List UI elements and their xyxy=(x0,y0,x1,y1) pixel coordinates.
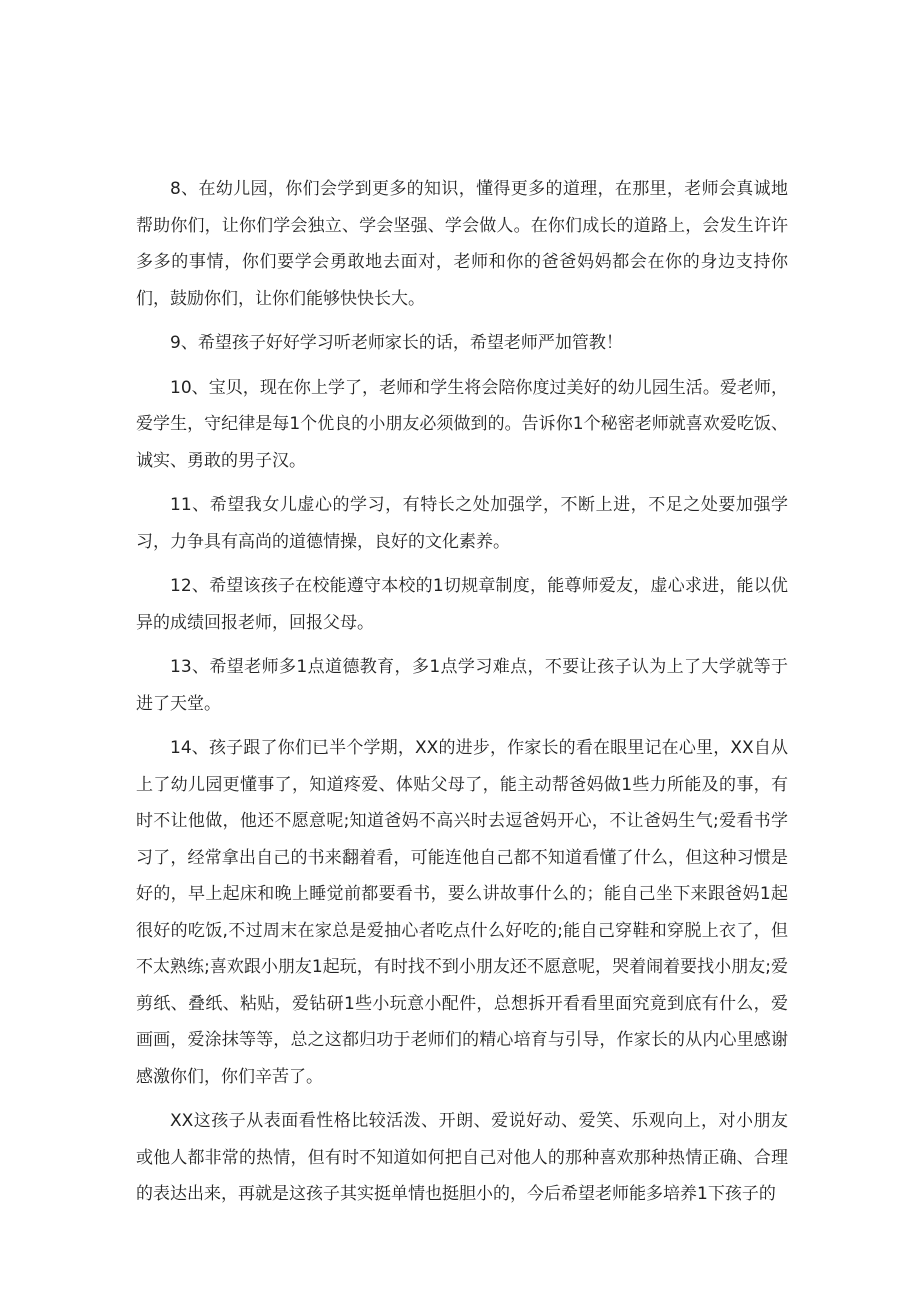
paragraph-11: 11、希望我女儿虚心的学习，有特长之处加强学，不断上进，不足之处要加强学习，力争具有高尚的道德情操，良好的文化素养。 xyxy=(136,495,788,552)
paragraph-12: 12、希望该孩子在校能遵守本校的1切规章制度，能尊师爱友，虚心求进，能以优异的成绩回报老师，回报父母。 xyxy=(136,576,788,633)
paragraph-8: 8、在幼儿园，你们会学到更多的知识，懂得更多的道理，在那里，老师会真诚地帮助你们，让你们学会独立、学会坚强、学会做人。在你们成长的道路上，会发生许许多多的事情，你们要学会勇敢地去面对，老师和你的爸爸妈妈都会在你的身边支持你们，鼓励你们，让你们能够快快长大。 xyxy=(136,179,788,309)
paragraph-xx-personality: XX这孩子从表面看性格比较活泼、开朗、爱说好动、爱笑、乐观向上，对小朋友或他人都非常的热情，但有时不知道如何把自己对他人的那种喜欢那种热情正确、合理的表达出来，再就是这孩子其实挺单情也挺胆小的，今后希望老师能多培养1下孩子的 xyxy=(136,1111,788,1204)
paragraph-9: 9、希望孩子好好学习听老师家长的话，希望老师严加管教！ xyxy=(170,333,623,353)
paragraph-14: 14、孩子跟了你们已半个学期，XX的进步，作家长的看在眼里记在心里，XX自从上了幼儿园更懂事了，知道疼爱、体贴父母了，能主动帮爸妈做1些力所能及的事，有时不让他做，他还不愿意呢;知道爸妈不高兴时去逗爸妈开心，不让爸妈生气;爱看书学习了，经常拿出自己的书来翻着看，可能连他自己都不知道看懂了什么，但这种习惯是好的，早上起床和晚上睡觉前都要看书，要么讲故事什么的；能自己坐下来跟爸妈1起很好的吃饭,不过周末在家总是爱抽心者吃点什么好吃的;能自己穿鞋和穿脱上衣了，但不太熟练;喜欢跟小朋友1起玩，有时找不到小朋友还不愿意呢，哭着闹着要找小朋友;爱剪纸、叠纸、粘贴，爱钻研1些小玩意小配件，总想拆开看看里面究竟到底有什么，爱画画，爱涂抹等等，总之这都归功于老师们的精心培育与引导，作家长的从内心里感谢感激你们，你们辛苦了。 xyxy=(136,738,788,1087)
paragraph-10: 10、宝贝，现在你上学了，老师和学生将会陪你度过美好的幼儿园生活。爱老师，爱学生，守纪律是每1个优良的小朋友必须做到的。告诉你1个秘密老师就喜欢爱吃饭、诚实、勇敢的男子汉。 xyxy=(136,377,788,471)
paragraph-13: 13、希望老师多1点道德教育，多1点学习难点，不要让孩子认为上了大学就等于进了天堂。 xyxy=(136,657,788,714)
document-body xyxy=(136,171,788,1221)
